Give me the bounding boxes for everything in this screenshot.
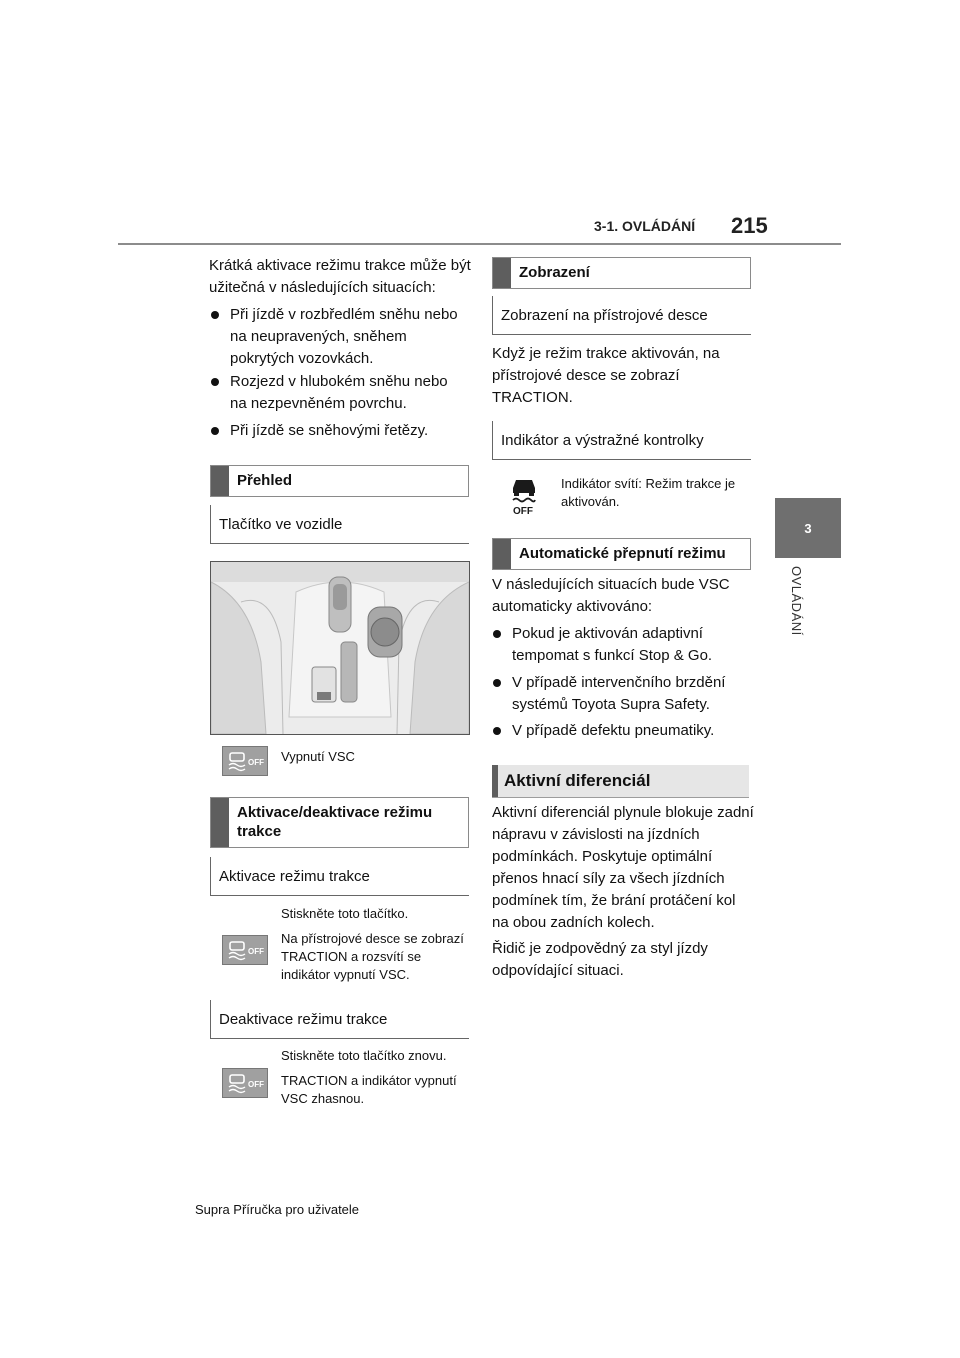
vsc-off-glyph (223, 1069, 267, 1097)
bullet-dot (211, 427, 219, 435)
subheading-indicators (492, 421, 751, 460)
traction-indicator-icon (510, 476, 538, 516)
page-number: 215 (731, 213, 768, 238)
heading-active-differential (492, 765, 749, 798)
vsc-off-glyph (223, 936, 267, 964)
subheading-deactivate (210, 1000, 469, 1039)
subheading-text: Aktivace režimu trakce (219, 868, 370, 885)
vsc-off-caption: Vypnutí VSC (281, 749, 355, 764)
vsc-off-glyph (223, 747, 267, 775)
subheading-dashboard (492, 296, 751, 335)
footer-text: Supra Příručka pro uživatele (195, 1202, 360, 1217)
vsc-off-icon (222, 935, 268, 965)
subheading-text: Indikátor a výstražné kontrolky (501, 432, 704, 449)
icon-off-label: OFF (248, 947, 264, 956)
heading-bar (493, 258, 511, 288)
heading-bar (211, 798, 229, 847)
list-item-text: Při jízdě se sněhovými řetězy. (230, 422, 429, 439)
center-console-image (211, 562, 469, 734)
heading-text: Aktivace/deaktivace režimu trakce (237, 804, 433, 840)
heading-text: Zobrazení (519, 264, 590, 281)
subheading-button (210, 505, 469, 544)
bullet-dot (493, 630, 501, 638)
subheading-text: Tlačítko ve vozidle (219, 516, 343, 533)
heading-bar (492, 765, 498, 797)
list-item-text: Při jízdě v rozbředlém sněhu nebo na neupravených, sněhem pokrytých vozovkách. (230, 306, 458, 367)
activation-step-1: Stiskněte toto tlačítko. (281, 906, 409, 921)
deactivation-step-1: Stiskněte toto tlačítko znovu. (281, 1048, 447, 1063)
deactivation-step-2: TRACTION a indikátor vypnutí VSC zhasnou. (281, 1073, 457, 1106)
chapter-label: OVLÁDÁNÍ (789, 566, 804, 636)
list-item-text: Pokud je aktivován adaptivní tempomat s funkcí Stop & Go. (512, 625, 713, 664)
list-item-text: V případě intervenčního brzdění systémů Toyota Supra Safety. (512, 674, 726, 713)
bullet-dot (493, 679, 501, 687)
heading-bar (493, 539, 511, 569)
bullet-dot (211, 311, 219, 319)
heading-auto-switch (492, 538, 751, 570)
bullet-dot (493, 727, 501, 735)
vsc-off-icon (222, 1068, 268, 1098)
indicator-off-label: OFF (513, 506, 533, 516)
subheading-text: Deaktivace režimu trakce (219, 1011, 388, 1028)
chapter-tab: 3 (775, 498, 841, 558)
heading-activation (210, 797, 469, 848)
bullet-dot (211, 378, 219, 386)
list-item-text: V případě defektu pneumatiky. (512, 722, 715, 739)
heading-bar (211, 466, 229, 496)
indicator-text: Indikátor svítí: Režim trakce je aktivován. (561, 476, 736, 509)
section-title: 3-1. OVLÁDÁNÍ (594, 218, 696, 234)
header-rule (118, 243, 841, 245)
traction-indicator-glyph (510, 476, 538, 516)
display-text: Když je režim trakce aktivován, na přístrojové desce se zobrazí TRACTION. (492, 345, 720, 406)
differential-text: Aktivní diferenciál plynule blokuje zadní nápravu v závislosti na jízdních podmínkách. Poskytuje optimální přenos hnací síly za všech jízdních podmínek tím, že brání protáčení kol na obou zadních kolech. (492, 804, 754, 931)
heading-text: Přehled (237, 472, 293, 489)
icon-off-label: OFF (248, 1080, 264, 1089)
heading-display (492, 257, 751, 289)
heading-overview (210, 465, 469, 497)
icon-off-label: OFF (248, 758, 264, 767)
intro-text: Krátká aktivace režimu trakce může být užitečná v následujících situacích: (209, 257, 471, 296)
activation-step-2: Na přístrojové desce se zobrazí TRACTION a rozsvítí se indikátor vypnutí VSC. (281, 931, 464, 982)
differential-note: Řidič je zodpovědný za styl jízdy odpovídající situaci. (492, 940, 708, 979)
heading-text: Automatické přepnutí režimu (519, 545, 726, 562)
heading-text: Aktivní diferenciál (504, 771, 651, 790)
list-item-text: Rozjezd v hlubokém sněhu nebo na nezpevněném povrchu. (230, 373, 448, 412)
subheading-text: Zobrazení na přístrojové desce (501, 307, 708, 324)
auto-intro: V následujících situacích bude VSC automaticky aktivováno: (492, 576, 730, 615)
vsc-off-icon (222, 746, 268, 776)
console-illustration (210, 561, 470, 735)
subheading-activate (210, 857, 469, 896)
